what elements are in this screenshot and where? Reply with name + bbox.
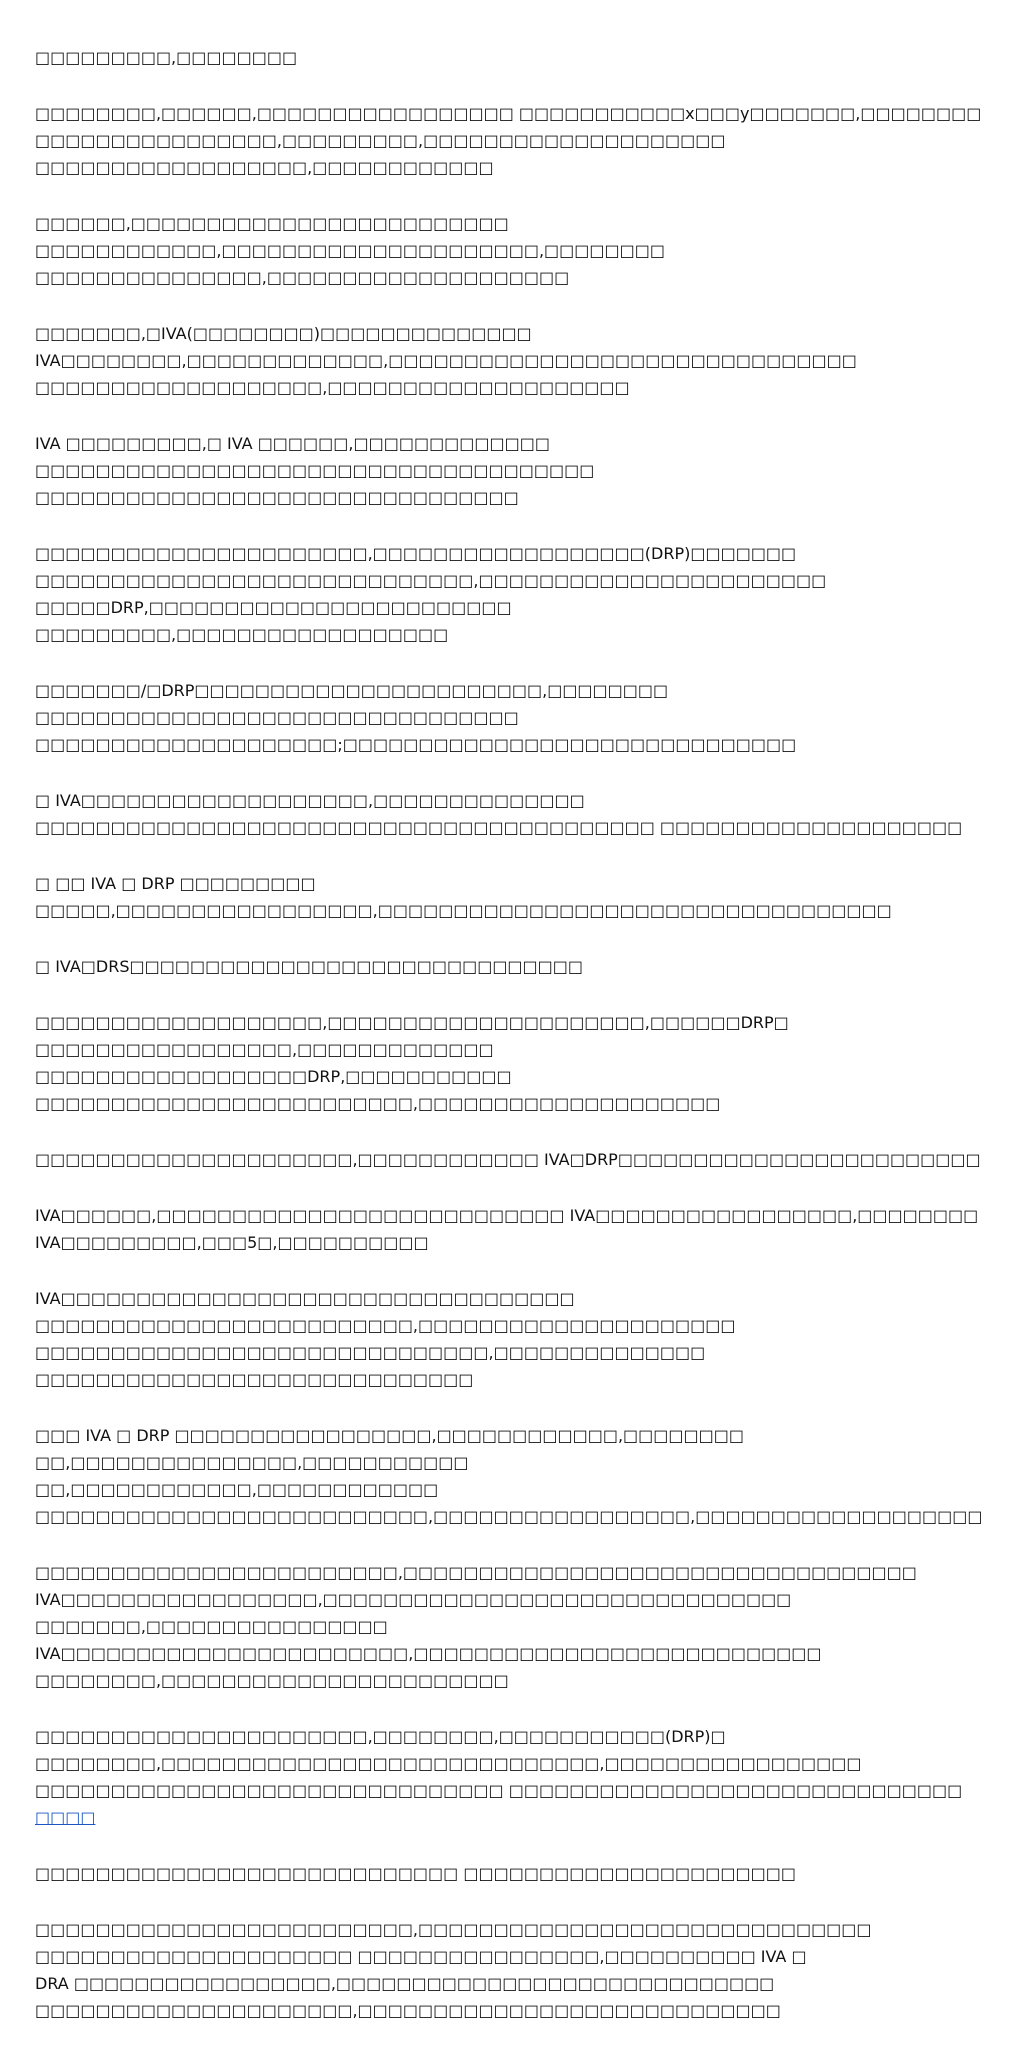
paragraph-13: IVA□□□□□□,□□□□□□□□□□□□□□□□□□□□□□□□□□□ IVA□□□□□□□□□□□□□□□□□,□□□□□□□□ IVA□□□□□□□□□,□□□5□,□□□□□□□□□□ [35,1206,979,1252]
paragraph-1: □□□□□□□□□,□□□□□□□□ [35,48,298,67]
article-body [35,44,985,2053]
paragraph-6: □□□□□□□□□□□□□□□□□□□□□□,□□□□□□□□□□□□□□□□□□(DRP)□□□□□□□ □□□□□□□□□□□□□□□□□□□□□□□□□□□□□,□□□□□□□□□□□□□□□□□□□□□□□ □□□□□DRP,□□□□□□□□□□□□□□□□□□□□□□□□ □□□□□□□□□,□□□□□□□□□□□□□□□□□□ [35,544,827,644]
inline-link[interactable]: □□□□ [35,1808,96,1827]
paragraph-7: □□□□□□□/□DRP□□□□□□□□□□□□□□□□□□□□□□□,□□□□□□□□ □□□□□□□□□□□□□□□□□□□□□□□□□□□□□□□□ □□□□□□□□□□□□□□□□□□□□;□□□□□□□□□□□□□□□□□□□□□□□□□□□□□□ [35,681,797,754]
paragraph-19: □□□□□□□□□□□□□□□□□□□□□□□□□,□□□□□□□□□□□□□□□□□□□□□□□□□□□□□□ □□□□□□□□□□□□□□□□□□□□□ □□□□□□□□□□□□□□□□,□□□□□□□□□□ IVA □ DRA □□□□□□□□□□□□□□□□□,□□□□□□□□□□□□□□□□□□□□□□□□□□□□□ □□□□□□□□□□□□□□□□□□□□□,□□□□□□□□□□□□□□□□□□□□□□□□□□□□ [35,1920,872,2020]
paragraph-17-with-link [35,1723,985,1831]
paragraph-15: □□□ IVA □ DRP □□□□□□□□□□□□□□□□□,□□□□□□□□□□□□,□□□□□□□□ □□,□□□□□□□□□□□□□□□,□□□□□□□□□□□ □□,□□□□□□□□□□□□,□□□□□□□□□□□□ □□□□□□□□□□□□□□□□□□□□□□□□□□,□□□□□□□□□□□□□□□□□,□□□□□□□□□□□□□□□□□□□ [35,1426,983,1526]
paragraph-18: □□□□□□□□□□□□□□□□□□□□□□□□□□□□ □□□□□□□□□□□□□□□□□□□□□□ [35,1864,796,1883]
paragraph-4: □□□□□□□,□IVA(□□□□□□□□)□□□□□□□□□□□□□□ IVA□□□□□□□□,□□□□□□□□□□□□□,□□□□□□□□□□□□□□□□□□□□□□□□□□□□□□□ □□□□□□□□□□□□□□□□□□□,□□□□□□□□□□□□□□□□□□□□ [35,324,857,397]
paragraph-10: □ IVA□DRS□□□□□□□□□□□□□□□□□□□□□□□□□□□□□□ [35,957,584,976]
paragraph-16: □□□□□□□□□□□□□□□□□□□□□□□□,□□□□□□□□□□□□□□□□□□□□□□□□□□□□□□□□□□ IVA□□□□□□□□□□□□□□□□□,□□□□□□□□□□□□□□□□□□□□□□□□□□□□□□□ □□□□□□□,□□□□□□□□□□□□□□□□ IVA□□□□□□□□□□□□□□□□□□□□□□□,□□□□□□□□□□□□□□□□□□□□□□□□□□□ □□□□□□□□,□□□□□□□□□□□□□□□□□□□□□□□ [35,1563,917,1690]
paragraph-5: IVA □□□□□□□□□,□ IVA □□□□□□,□□□□□□□□□□□□□ □□□□□□□□□□□□□□□□□□□□□□□□□□□□□□□□□□□□□ □□□□□□□□□□□□□□□□□□□□□□□□□□□□□□□□ [35,434,595,507]
paragraph-17-text: □□□□□□□□□□□□□□□□□□□□□□,□□□□□□□□,□□□□□□□□□□□(DRP)□ □□□□□□□□,□□□□□□□□□□□□□□□□□□□□□□□□□□□□□,□□□□□□□□□□□□□□□□□ □□□□□□□□□□□□□□□□□□□□□□□□□□□□□□□ □□□□□□□□□□□□□□□□□□□□□□□□□□□□□□ [35,1727,963,1800]
paragraph-9: □ □□ IVA □ DRP □□□□□□□□□ □□□□□,□□□□□□□□□□□□□□□□□,□□□□□□□□□□□□□□□□□□□□□□□□□□□□□□□□□□ [35,874,892,920]
paragraph-2: □□□□□□□□,□□□□□□,□□□□□□□□□□□□□□□□□ □□□□□□□□□□□x□□□y□□□□□□□,□□□□□□□□ □□□□□□□□□□□□□□□□,□□□□□□□□□,□□□□□□□□□□□□□□□□□□□□ □□□□□□□□□□□□□□□□□□,□□□□□□□□□□□□ [35,104,982,177]
paragraph-8: □ IVA□□□□□□□□□□□□□□□□□□□,□□□□□□□□□□□□□□ □□□□□□□□□□□□□□□□□□□□□□□□□□□□□□□□□□□□□□□□□ □□□□□□□□□□□□□□□□□□□□ [35,791,963,837]
paragraph-14: IVA□□□□□□□□□□□□□□□□□□□□□□□□□□□□□□□□□□ □□□□□□□□□□□□□□□□□□□□□□□□□,□□□□□□□□□□□□□□□□□□□□□ □□□□□□□□□□□□□□□□□□□□□□□□□□□□□□,□□□□□□□□□□□□□□ □□□□□□□□□□□□□□□□□□□□□□□□□□□□□ [35,1289,736,1389]
paragraph-11: □□□□□□□□□□□□□□□□□□□,□□□□□□□□□□□□□□□□□□□□□,□□□□□□DRP□ □□□□□□□□□□□□□□□□□,□□□□□□□□□□□□□ □□□□□□□□□□□□□□□□□□DRP,□□□□□□□□□□□ □□□□□□□□□□□□□□□□□□□□□□□□□,□□□□□□□□□□□□□□□□□□□□ [35,1013,789,1113]
paragraph-3: □□□□□□,□□□□□□□□□□□□□□□□□□□□□□□□□ □□□□□□□□□□□□,□□□□□□□□□□□□□□□□□□□□□,□□□□□□□□ □□□□□□□□□□□□□□□,□□□□□□□□□□□□□□□□□□□□ [35,214,665,287]
paragraph-12: □□□□□□□□□□□□□□□□□□□□□,□□□□□□□□□□□□ IVA□DRP□□□□□□□□□□□□□□□□□□□□□□□□ [35,1150,981,1169]
